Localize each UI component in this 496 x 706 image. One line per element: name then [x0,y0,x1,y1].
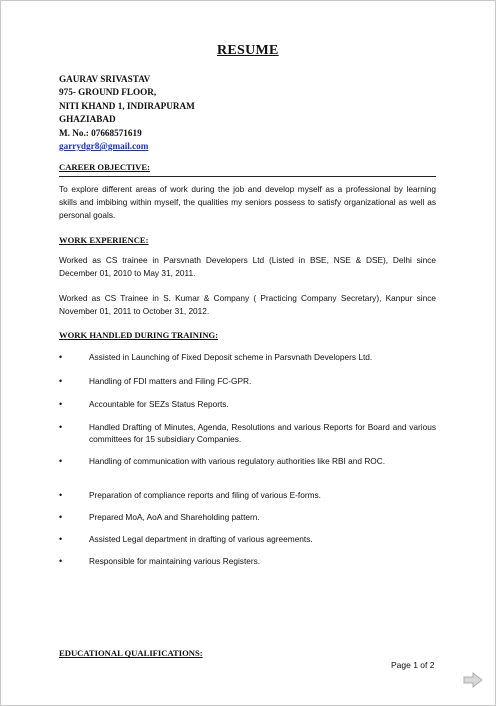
bullet-icon: • [59,422,63,432]
work-experience-heading: WORK EXPERIENCE: [59,235,149,245]
bullet-icon: • [59,352,63,362]
heading-divider [59,176,436,177]
list-item-text: Accountable for SEZs Status Reports. [89,399,229,409]
work-handled-heading: WORK HANDLED DURING TRAINING: [59,330,219,340]
email-link[interactable]: garrydgr8@gmail.com [59,141,149,152]
bullet-icon: • [59,556,63,566]
bullet-icon: • [59,490,63,500]
bullet-icon: • [59,512,63,522]
bullet-icon: • [59,376,63,386]
bullet-icon: • [59,534,63,544]
career-objective-text: To explore different areas of work during the job and develop myself as a professional by learning skills and imbibing within myself, the qualities my seniors possess to satisfy organizational as well as personal goals. [59,184,436,220]
mobile-number: M. No.: 07668571619 [59,127,142,138]
list-item-text: Assisted in Launching of Fixed Deposit scheme in Parsvnath Developers Ltd. [89,352,373,362]
address-line-2: NITI KHAND 1, INDIRAPURAM [59,100,195,111]
career-objective-heading: CAREER OBJECTIVE: [59,162,150,172]
list-item-text: Responsible for maintaining various Registers. [89,556,261,566]
list-item-text: Preparation of compliance reports and filing of various E-forms. [89,490,321,500]
contact-block [59,73,195,153]
resume-title: RESUME [217,43,279,58]
list-item-text: Handling of FDI matters and Filing FC-GPR. [89,376,252,386]
bullet-icon: • [59,399,63,409]
list-item-text: Handled Drafting of Minutes, Agenda, Resolutions and various Reports for Board and various committees for 15 subsidiary Companies. [89,422,436,445]
list-item-text: Prepared MoA, AoA and Shareholding pattern. [89,512,260,522]
bullet-icon: • [59,456,63,466]
list-item-text: Handling of communication with various regulatory authorities like RBI and ROC. [89,456,386,466]
applicant-name: GAURAV SRIVASTAV [59,74,151,84]
address-line-1: 975- GROUND FLOOR, [59,87,157,98]
work-experience-entry: Worked as CS trainee in Parsvnath Developers Ltd (Listed in BSE, NSE & DSE), Delhi since December 01, 2010 to May 31, 2011. [59,255,436,278]
next-page-button[interactable] [462,671,484,689]
page-number: Page 1 of 2 [391,660,435,670]
address-city: GHAZIABAD [59,114,116,125]
work-experience-entry: Worked as CS Trainee in S. Kumar & Company ( Practicing Company Secretary), Kanpur since November 01, 2011 to October 31, 2012. [59,293,436,316]
list-item-text: Assisted Legal department in drafting of various agreements. [89,534,313,544]
educational-qualifications-heading: EDUCATIONAL QUALIFICATIONS: [59,648,203,658]
arrow-right-icon [462,671,484,689]
